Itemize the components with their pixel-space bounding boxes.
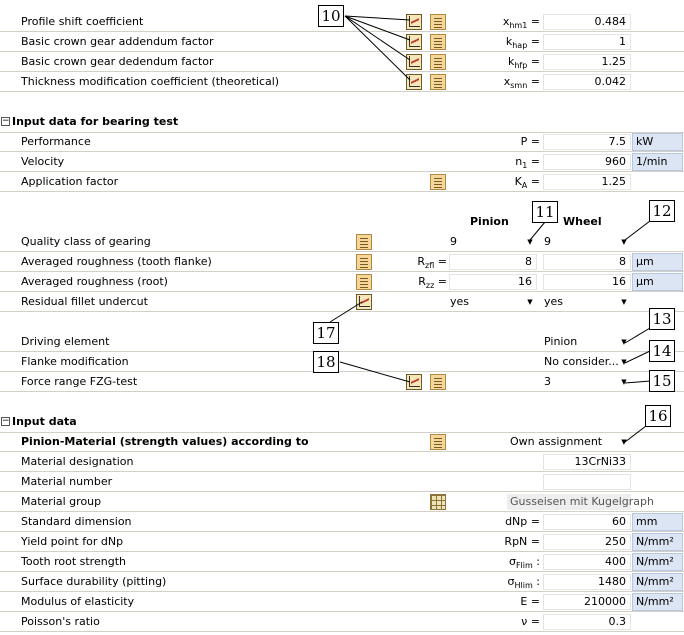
row-modulus [0, 592, 684, 612]
material-group-field: Gusseisen mit Kugelgraph [507, 494, 631, 510]
row-label: Material designation [21, 455, 134, 468]
unit-label[interactable]: N/mm² [632, 553, 683, 571]
note-icon[interactable] [430, 174, 446, 190]
row-material-number [0, 472, 684, 492]
roughness-root-pinion-input[interactable]: 16 [449, 274, 537, 290]
yield-point-input[interactable]: 250 [543, 534, 631, 550]
note-icon[interactable] [430, 54, 446, 70]
dropdown-arrow-icon[interactable]: ▼ [621, 238, 627, 246]
graph-icon[interactable] [406, 14, 422, 30]
row-roughness-root [0, 272, 684, 292]
collapse-icon[interactable]: − [2, 416, 10, 426]
roughness-root-wheel-input[interactable]: 16 [543, 274, 631, 290]
row-surface-durability [0, 572, 684, 592]
performance-input[interactable]: 7.5 [543, 134, 631, 150]
callout-12: 12 [649, 200, 675, 222]
note-icon[interactable] [430, 374, 446, 390]
row-label: Averaged roughness (root) [21, 275, 168, 288]
note-icon[interactable] [356, 274, 372, 290]
row-material-designation [0, 452, 684, 472]
symbol: E = [520, 595, 540, 608]
graph-icon[interactable] [406, 54, 422, 70]
row-yield-point [0, 532, 684, 552]
symbol: $k_{hap}$ = [505, 35, 540, 51]
symbol: $x_{smn}$ = [503, 75, 540, 91]
fillet-pinion-select[interactable]: yes [447, 294, 537, 310]
row-label: Residual fillet undercut [21, 295, 148, 308]
dropdown-arrow-icon[interactable]: ▼ [527, 238, 533, 246]
tooth-root-strength-input[interactable]: 400 [543, 554, 631, 570]
roughness-flank-pinion-input[interactable]: 8 [449, 254, 537, 270]
quality-wheel-select[interactable]: 9 [541, 234, 631, 250]
unit-label[interactable]: N/mm² [632, 533, 683, 551]
section-title: Input data [12, 415, 77, 428]
row-label: Yield point for dNp [21, 535, 124, 548]
callout-11: 11 [532, 201, 558, 223]
callout-15: 15 [649, 370, 675, 392]
symbol: ν = [521, 615, 540, 628]
note-icon[interactable] [430, 74, 446, 90]
callout-10: 10 [318, 5, 344, 27]
row-label: Tooth root strength [21, 555, 126, 568]
symbol: $\sigma_{Hlim}$ : [507, 575, 540, 591]
row-label: Performance [21, 135, 91, 148]
row-label: Averaged roughness (tooth flanke) [21, 255, 212, 268]
row-material-source [0, 432, 684, 452]
callout-14: 14 [649, 340, 675, 362]
unit-label[interactable]: N/mm² [632, 573, 683, 591]
graph-icon[interactable] [406, 34, 422, 50]
row-label: Poisson's ratio [21, 615, 100, 628]
row-label: Basic crown gear dedendum factor [21, 55, 214, 68]
row-label: Pinion-Material (strength values) according to [21, 435, 309, 448]
graph-icon[interactable] [406, 74, 422, 90]
dedendum-input[interactable]: 1.25 [543, 54, 631, 70]
row-addendum [0, 32, 684, 52]
row-dedendum [0, 52, 684, 72]
row-label: Flanke modification [21, 355, 129, 368]
fillet-wheel-select[interactable]: yes [541, 294, 631, 310]
table-icon[interactable] [430, 494, 446, 510]
row-label: Surface durability (pitting) [21, 575, 167, 588]
row-label: Thickness modification coefficient (theoretical) [21, 75, 280, 88]
row-roughness-flank [0, 252, 684, 272]
row-label: Material group [21, 495, 102, 508]
row-material-group [0, 492, 684, 512]
row-label: Application factor [21, 175, 119, 188]
row-poisson [0, 612, 684, 632]
row-tooth-root-strength [0, 552, 684, 572]
row-label: Profile shift coefficient [21, 15, 144, 28]
unit-label[interactable]: µm [632, 273, 683, 291]
dropdown-arrow-icon[interactable]: ▼ [621, 298, 627, 306]
addendum-input[interactable]: 1 [543, 34, 631, 50]
modulus-input[interactable]: 210000 [543, 594, 631, 610]
section-title: Input data for bearing test [12, 115, 179, 128]
roughness-flank-wheel-input[interactable]: 8 [543, 254, 631, 270]
column-header-pinion: Pinion [470, 215, 509, 228]
callout-16: 16 [645, 405, 671, 427]
symbol: dNp = [505, 515, 540, 528]
row-label: Velocity [21, 155, 65, 168]
symbol: $\sigma_{Flim}$ : [508, 555, 540, 571]
force-range-select[interactable]: 3 [541, 374, 631, 390]
dropdown-arrow-icon[interactable]: ▼ [621, 338, 627, 346]
note-icon[interactable] [430, 14, 446, 30]
material-number-input[interactable] [543, 474, 631, 490]
symbol: P = [520, 135, 540, 148]
row-force-range [0, 372, 684, 392]
unit-label[interactable]: N/mm² [632, 593, 683, 611]
collapse-icon[interactable]: − [2, 116, 10, 126]
graph-icon[interactable] [356, 294, 372, 310]
application-factor-input[interactable]: 1.25 [543, 174, 631, 190]
driving-element-select[interactable]: Pinion [541, 334, 631, 350]
unit-label[interactable]: kW [632, 133, 683, 151]
unit-label[interactable]: 1/min [632, 153, 683, 171]
dropdown-arrow-icon[interactable]: ▼ [621, 378, 627, 386]
row-velocity [0, 152, 684, 172]
symbol: RpN = [504, 535, 540, 548]
row-label: Driving element [21, 335, 110, 348]
callout-17: 17 [313, 322, 339, 344]
row-label: Force range FZG-test [21, 375, 138, 388]
profile-shift-input[interactable]: 0.484 [543, 14, 631, 30]
row-label: Modulus of elasticity [21, 595, 135, 608]
unit-label[interactable]: mm [632, 513, 683, 531]
row-application-factor [0, 172, 684, 192]
note-icon[interactable] [430, 434, 446, 450]
row-standard-dimension [0, 512, 684, 532]
dropdown-arrow-icon[interactable]: ▼ [527, 298, 533, 306]
poisson-input[interactable]: 0.3 [543, 614, 631, 630]
column-header-wheel: Wheel [563, 215, 602, 228]
material-designation-input[interactable]: 13CrNi33 [543, 454, 631, 470]
material-source-select[interactable]: Own assignment [507, 434, 631, 450]
row-label: Quality class of gearing [21, 235, 151, 248]
note-icon[interactable] [356, 254, 372, 270]
surface-durability-input[interactable]: 1480 [543, 574, 631, 590]
row-thickness [0, 72, 684, 92]
row-label: Basic crown gear addendum factor [21, 35, 214, 48]
symbol: $K_A$ = [514, 175, 540, 191]
row-fillet-undercut [0, 292, 684, 312]
row-driving-element [0, 332, 684, 352]
symbol: $k_{hfp}$ = [507, 55, 540, 71]
row-label: Standard dimension [21, 515, 132, 528]
callout-13: 13 [649, 308, 675, 330]
standard-dimension-input[interactable]: 60 [543, 514, 631, 530]
row-label: Material number [21, 475, 113, 488]
dropdown-arrow-icon[interactable]: ▼ [621, 438, 627, 446]
section-bearing-test [0, 112, 684, 133]
section-input-data [0, 412, 684, 433]
graph-icon[interactable] [406, 374, 422, 390]
row-quality-class [0, 232, 684, 252]
symbol: $R_{zfl}$ = [417, 255, 447, 271]
dropdown-arrow-icon[interactable]: ▼ [621, 358, 627, 366]
quality-pinion-select[interactable]: 9 [447, 234, 537, 250]
velocity-input[interactable]: 960 [543, 154, 631, 170]
symbol: $R_{zz}$ = [418, 275, 447, 291]
thickness-input[interactable]: 0.042 [543, 74, 631, 90]
symbol: $n_1$ = [515, 155, 540, 171]
callout-18: 18 [313, 351, 339, 373]
row-performance [0, 132, 684, 152]
unit-label[interactable]: µm [632, 253, 683, 271]
flanke-modification-select[interactable]: No consider... [541, 354, 631, 370]
symbol: $x_{hm1}$ = [502, 15, 540, 31]
row-flanke-modification [0, 352, 684, 372]
note-icon[interactable] [356, 234, 372, 250]
note-icon[interactable] [430, 34, 446, 50]
